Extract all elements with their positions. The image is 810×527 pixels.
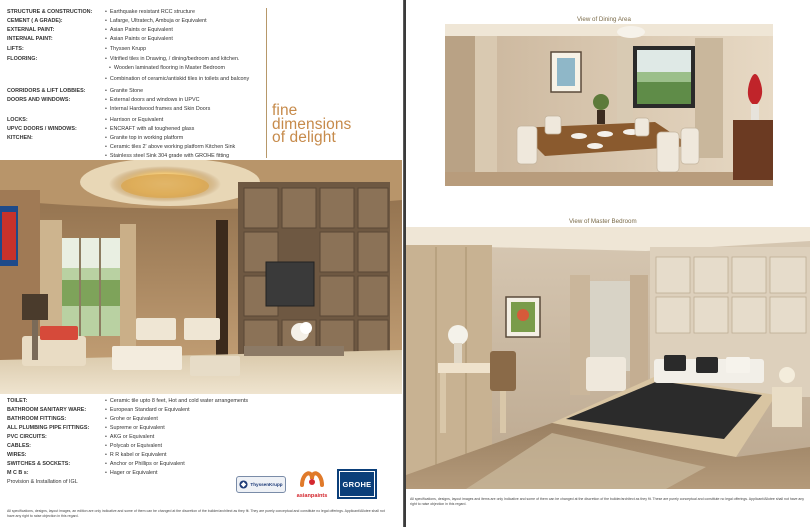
spec-label: DOORS AND WINDOWS:: [7, 97, 71, 103]
tagline-line: dimensions: [272, 115, 352, 133]
spec-label: INTERNAL PAINT:: [7, 36, 53, 42]
spec-label: LIFTS:: [7, 46, 24, 52]
spec-value: • Stainless steel Sink 304 grade with GROHE fitting: [105, 152, 229, 161]
spec-value: • Grohe or Equivalent: [105, 415, 158, 424]
spec-label: SWITCHES & SOCKETS:: [7, 461, 71, 467]
spec-value: • Thyssen Krupp: [105, 45, 146, 54]
grohe-wordmark: GROHE: [342, 479, 372, 489]
master-bedroom-photo: [406, 227, 810, 489]
spec-value: • Ceramic tiles 2' above working platform Kitchen Sink: [105, 143, 235, 152]
spec-value-continued: • Wooden laminated flooring in Master Bedroom: [109, 64, 225, 73]
spec-value: • Granite Stone: [105, 87, 143, 96]
living-room-photo: [0, 160, 402, 394]
spec-label: Provision & Installation of IGL: [7, 479, 78, 485]
spec-value: • AKG or Equivalent: [105, 433, 154, 442]
asianpaints-emblem-icon: [299, 467, 325, 489]
grohe-logo: [337, 469, 377, 499]
tagline-line: fine: [272, 102, 298, 119]
asianpaints-wordmark: asianpaints: [296, 493, 328, 499]
spec-label: KITCHEN:: [7, 135, 33, 141]
spec-label: STRUCTURE & CONSTRUCTION:: [7, 9, 93, 15]
spec-label: BATHROOM SANITARY WARE:: [7, 407, 87, 413]
spec-value: • Earthquake resistant RCC structure: [105, 8, 195, 17]
thyssenkrupp-emblem-icon: [239, 480, 248, 489]
spec-value: • Vitrified tiles in Drawing, / dining/bedroom and kitchen.: [105, 55, 240, 64]
spec-label: ALL PLUMBING PIPE FITTINGS:: [7, 425, 90, 431]
spec-value: • Internal Hardwood frames and Skin Doors: [105, 105, 210, 114]
spec-value: • Harrison or Equivalent: [105, 116, 163, 125]
dining-area-illustration: [445, 24, 773, 186]
spec-value: • Combination of ceramic/antiskid tiles in toilets and balcony: [105, 75, 249, 84]
specs-bottom-table: [7, 397, 249, 512]
spec-value: • Granite top in working platform: [105, 134, 183, 143]
master-bedroom-illustration: [406, 227, 810, 489]
spec-label: TOILET:: [7, 398, 28, 404]
spec-label: CORRIDORS & LIFT LOBBIES:: [7, 88, 86, 94]
living-room-illustration: [0, 160, 402, 394]
right-page: [406, 0, 810, 527]
spec-value: • External doors and windows in UPVC: [105, 96, 199, 105]
asianpaints-logo: [292, 467, 332, 501]
left-disclaimer: All specifications, designs, layout images, an edition are only indicative and some of them can be changed at the discretion of the builder/architect as they fit. They are purely conceptual and constitute no legal offerings. Applicant/Allotee shall not have any right to raise objection in this regard.: [7, 509, 385, 518]
spec-value: • Polycab or Equivalent: [105, 442, 162, 451]
thyssenkrupp-wordmark: ThyssenKrupp: [250, 482, 283, 487]
vertical-divider: [266, 8, 267, 158]
spec-value: • R R kabel or Equivalent: [105, 451, 167, 460]
dining-area-photo: [445, 24, 773, 186]
spec-value: • European Standard or Equivalent: [105, 406, 190, 415]
spec-label: PVC CIRCUITS:: [7, 434, 47, 440]
specs-top-table: [7, 8, 267, 159]
bedroom-caption: View of Master Bedroom: [569, 218, 637, 225]
spec-value: • ENCRAFT with all toughened glass: [105, 125, 194, 134]
spec-value: • Lafarge, Ultratech, Ambuja or Equivalent: [105, 17, 207, 26]
spec-label: FLOORING:: [7, 56, 38, 62]
spec-label: BATHROOM FITTINGS:: [7, 416, 67, 422]
spec-value: • Anchor or Phillips or Equivalent: [105, 460, 185, 469]
spec-label: CEMENT ( A GRADE):: [7, 18, 63, 24]
dining-caption: View of Dining Area: [577, 16, 631, 23]
spec-label: CABLES:: [7, 443, 31, 449]
right-disclaimer: All specifications, designs, layout images and items are only Indicative and some of them can be changed at the discretion of the builder/architect as they fit. These are purely conceptual and constitute no legal offerings. Applicant/Allotee shall not have any right to raise objection in this regard.: [410, 497, 805, 506]
spec-label: LOCKS:: [7, 117, 28, 123]
tagline: [272, 104, 402, 145]
spec-label: UPVC DOORS / WINDOWS:: [7, 126, 77, 132]
spec-label: M C B s:: [7, 470, 29, 476]
spec-value: • Ceramic tile upto 8 feet, Hot and cold water arrangements: [105, 397, 248, 406]
spec-value: • Asian Paints or Equivalent: [105, 26, 173, 35]
spec-value: • Asian Paints or Equivalent: [105, 35, 173, 44]
spec-value: • Supreme or Equivalent: [105, 424, 165, 433]
left-page: [0, 0, 404, 527]
spec-value: • Hager or Equivalent: [105, 469, 158, 478]
spec-label: WIRES:: [7, 452, 27, 458]
tagline-line: of delight: [272, 129, 336, 146]
thyssenkrupp-logo: [236, 476, 286, 493]
grohe-logo-frame: [339, 471, 375, 497]
spec-label: EXTERNAL PAINT:: [7, 27, 55, 33]
